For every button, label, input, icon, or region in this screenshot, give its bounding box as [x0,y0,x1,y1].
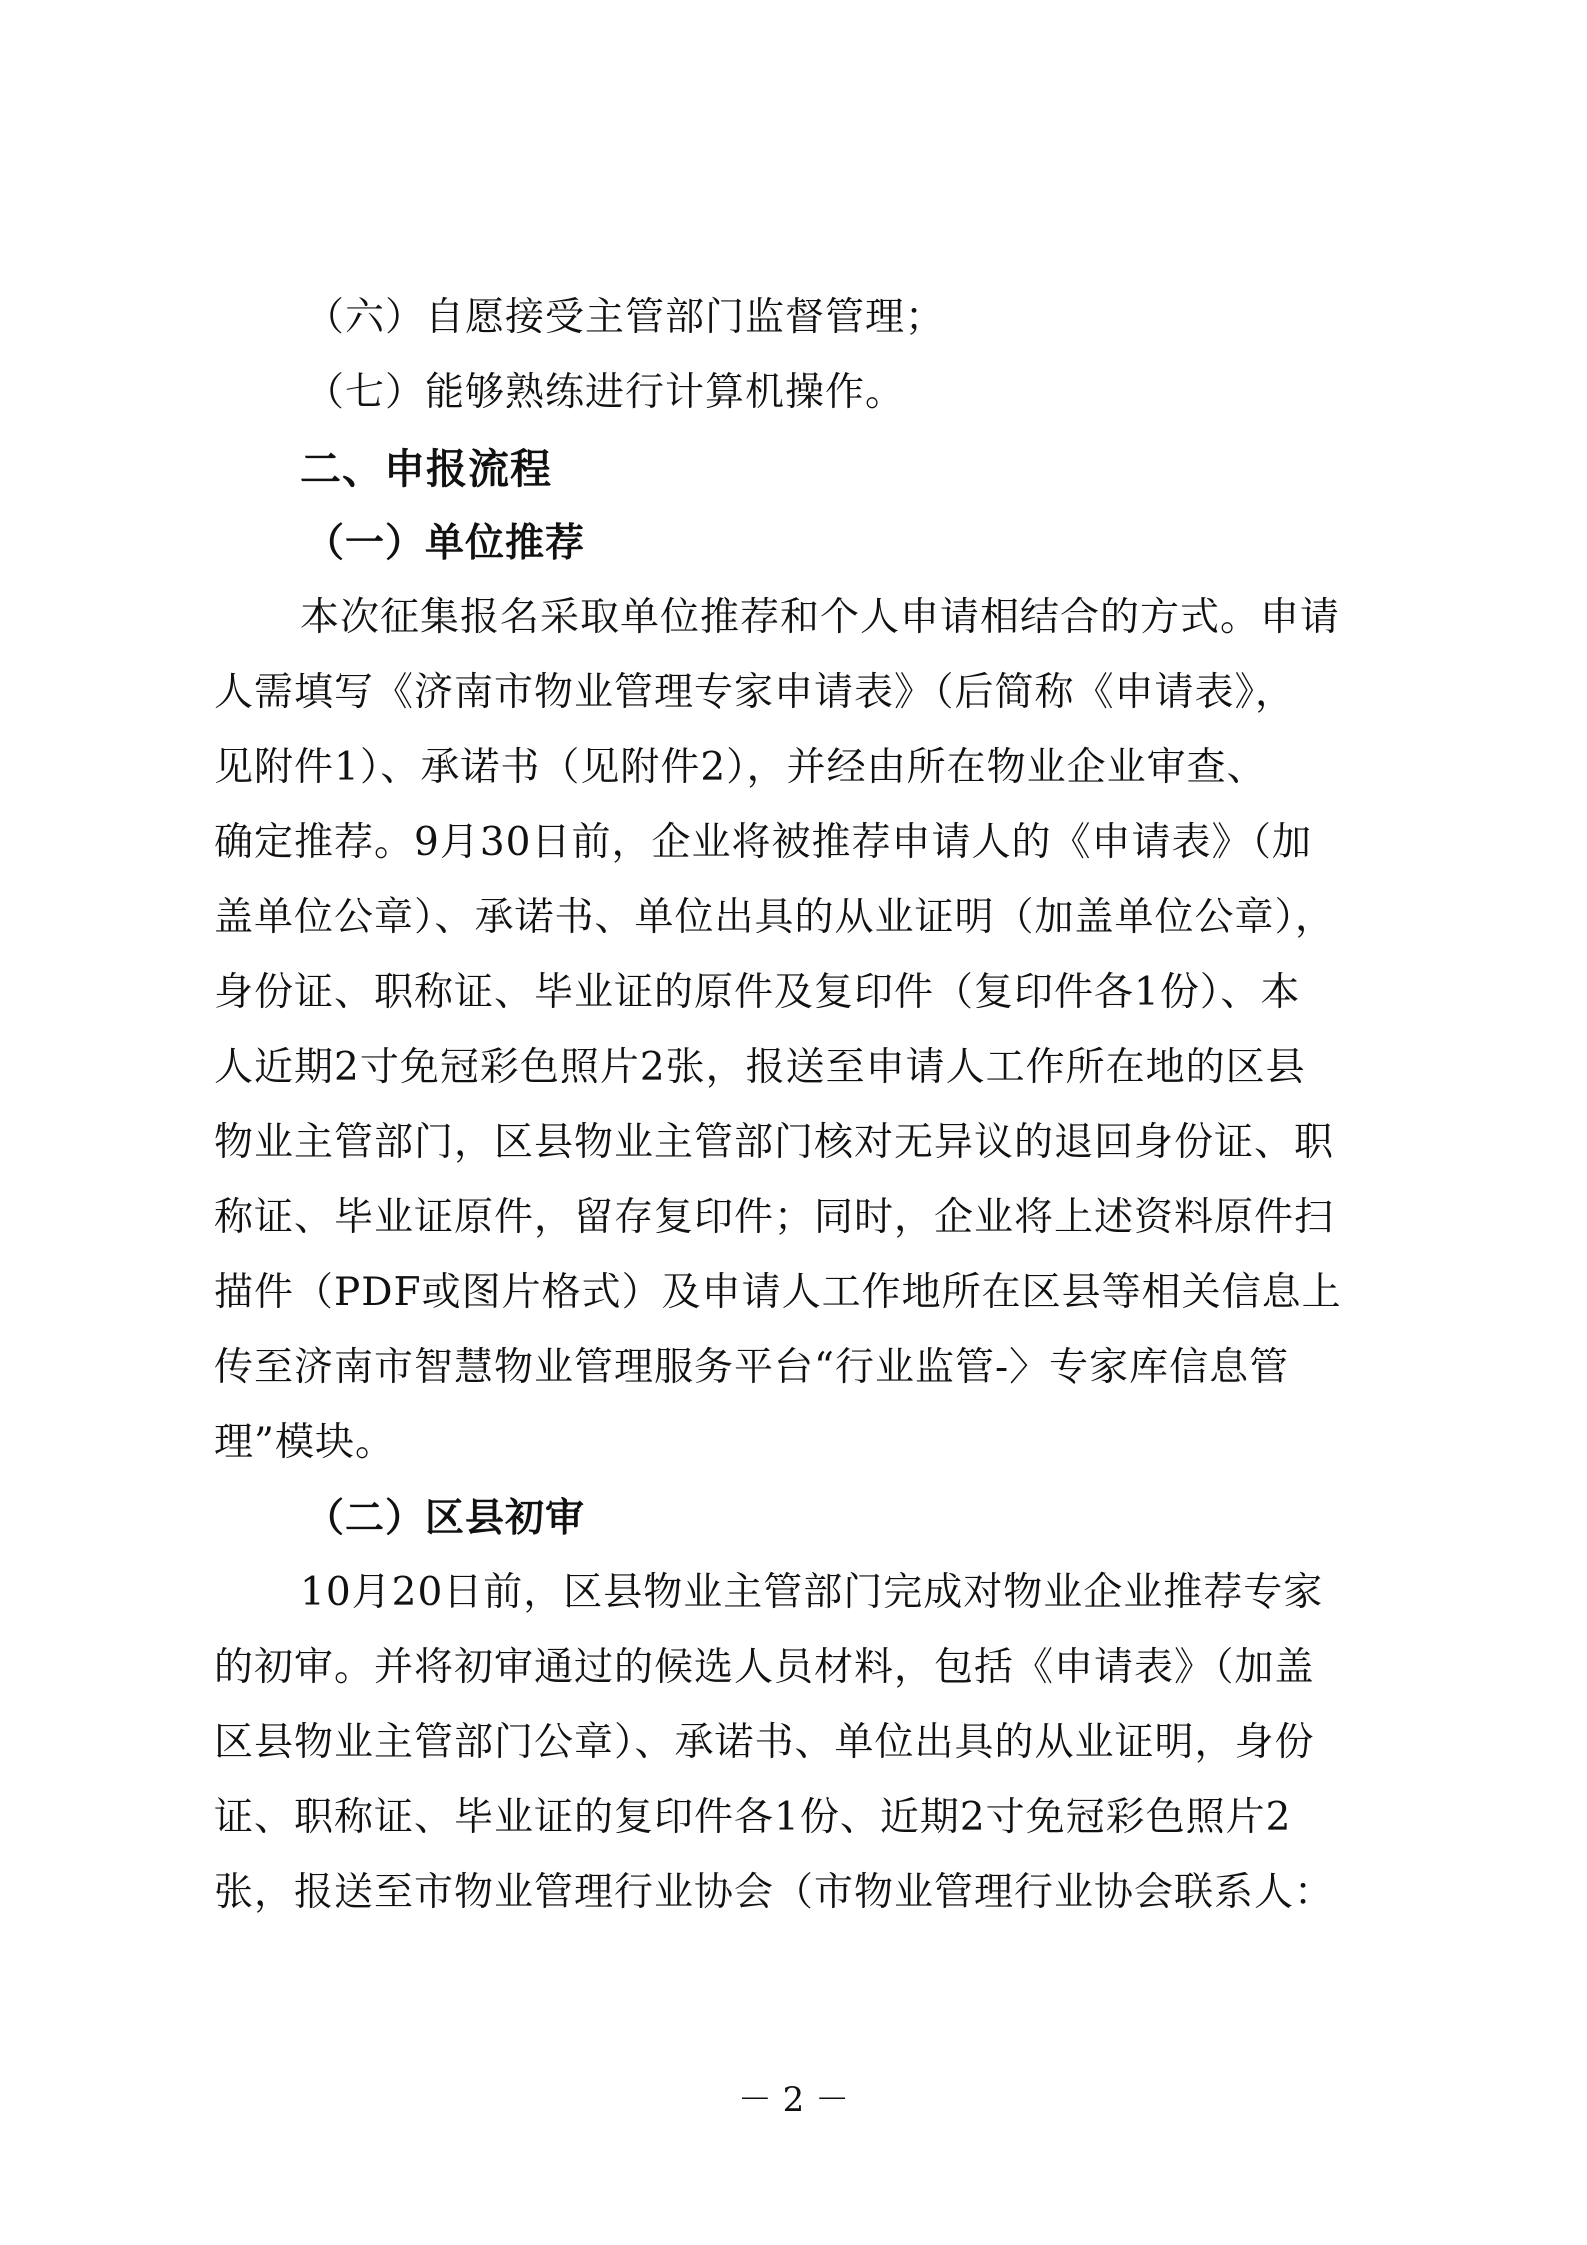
paragraph-line: 的初审。并将初审通过的候选人员材料，包括《申请表》（加盖 [214,1645,1315,1690]
page-number: － 2 － [737,2080,850,2120]
paragraph-line: 人需填写《济南市物业管理专家申请表》（后简称《申请表》， [214,670,1296,715]
subsection-heading-unit-recommendation: （一）单位推荐 [305,520,586,566]
paragraph-line: 张，报送至市物业管理行业协会（市物业管理行业协会联系人： [214,1870,1335,1915]
subsection-heading-district-review: （二）区县初审 [305,1495,586,1541]
paragraph-line: 理”模块。 [214,1420,395,1465]
list-item-seven: （七）能够熟练进行计算机操作。 [305,370,906,415]
list-item-six: （六）自愿接受主管部门监督管理； [305,295,946,340]
paragraph-line: 身份证、职称证、毕业证的原件及复印件（复印件各1份）、本 [214,970,1301,1015]
paragraph-line: 人近期2寸免冠彩色照片2张，报送至申请人工作所在地的区县 [214,1045,1306,1090]
paragraph-line: 物业主管部门，区县物业主管部门核对无异议的退回身份证、职 [214,1120,1335,1165]
section-heading-declaration-process: 二、申报流程 [300,445,552,493]
paragraph-line: 盖单位公章）、承诺书、单位出具的从业证明（加盖单位公章）， [214,895,1336,940]
paragraph-line: 本次征集报名采取单位推荐和个人申请相结合的方式。申请 [300,595,1341,640]
paragraph-line: 传至济南市智慧物业管理服务平台“行业监管-〉专家库信息管 [214,1345,1290,1390]
paragraph-line: 称证、毕业证原件，留存复印件；同时，企业将上述资料原件扫 [214,1195,1335,1240]
paragraph-line: 证、职称证、毕业证的复印件各1份、近期2寸免冠彩色照片2 [214,1795,1292,1840]
paragraph-line: 描件（PDF或图片格式）及申请人工作地所在区县等相关信息上 [214,1270,1342,1315]
paragraph-line: 确定推荐。9月30日前，企业将被推荐申请人的《申请表》（加 [214,820,1312,865]
paragraph-line: 10月20日前，区县物业主管部门完成对物业企业推荐专家 [300,1570,1324,1615]
paragraph-line: 区县物业主管部门公章）、承诺书、单位出具的从业证明，身份 [214,1720,1315,1765]
paragraph-line: 见附件1）、承诺书（见附件2），并经由所在物业企业审查、 [214,745,1267,790]
